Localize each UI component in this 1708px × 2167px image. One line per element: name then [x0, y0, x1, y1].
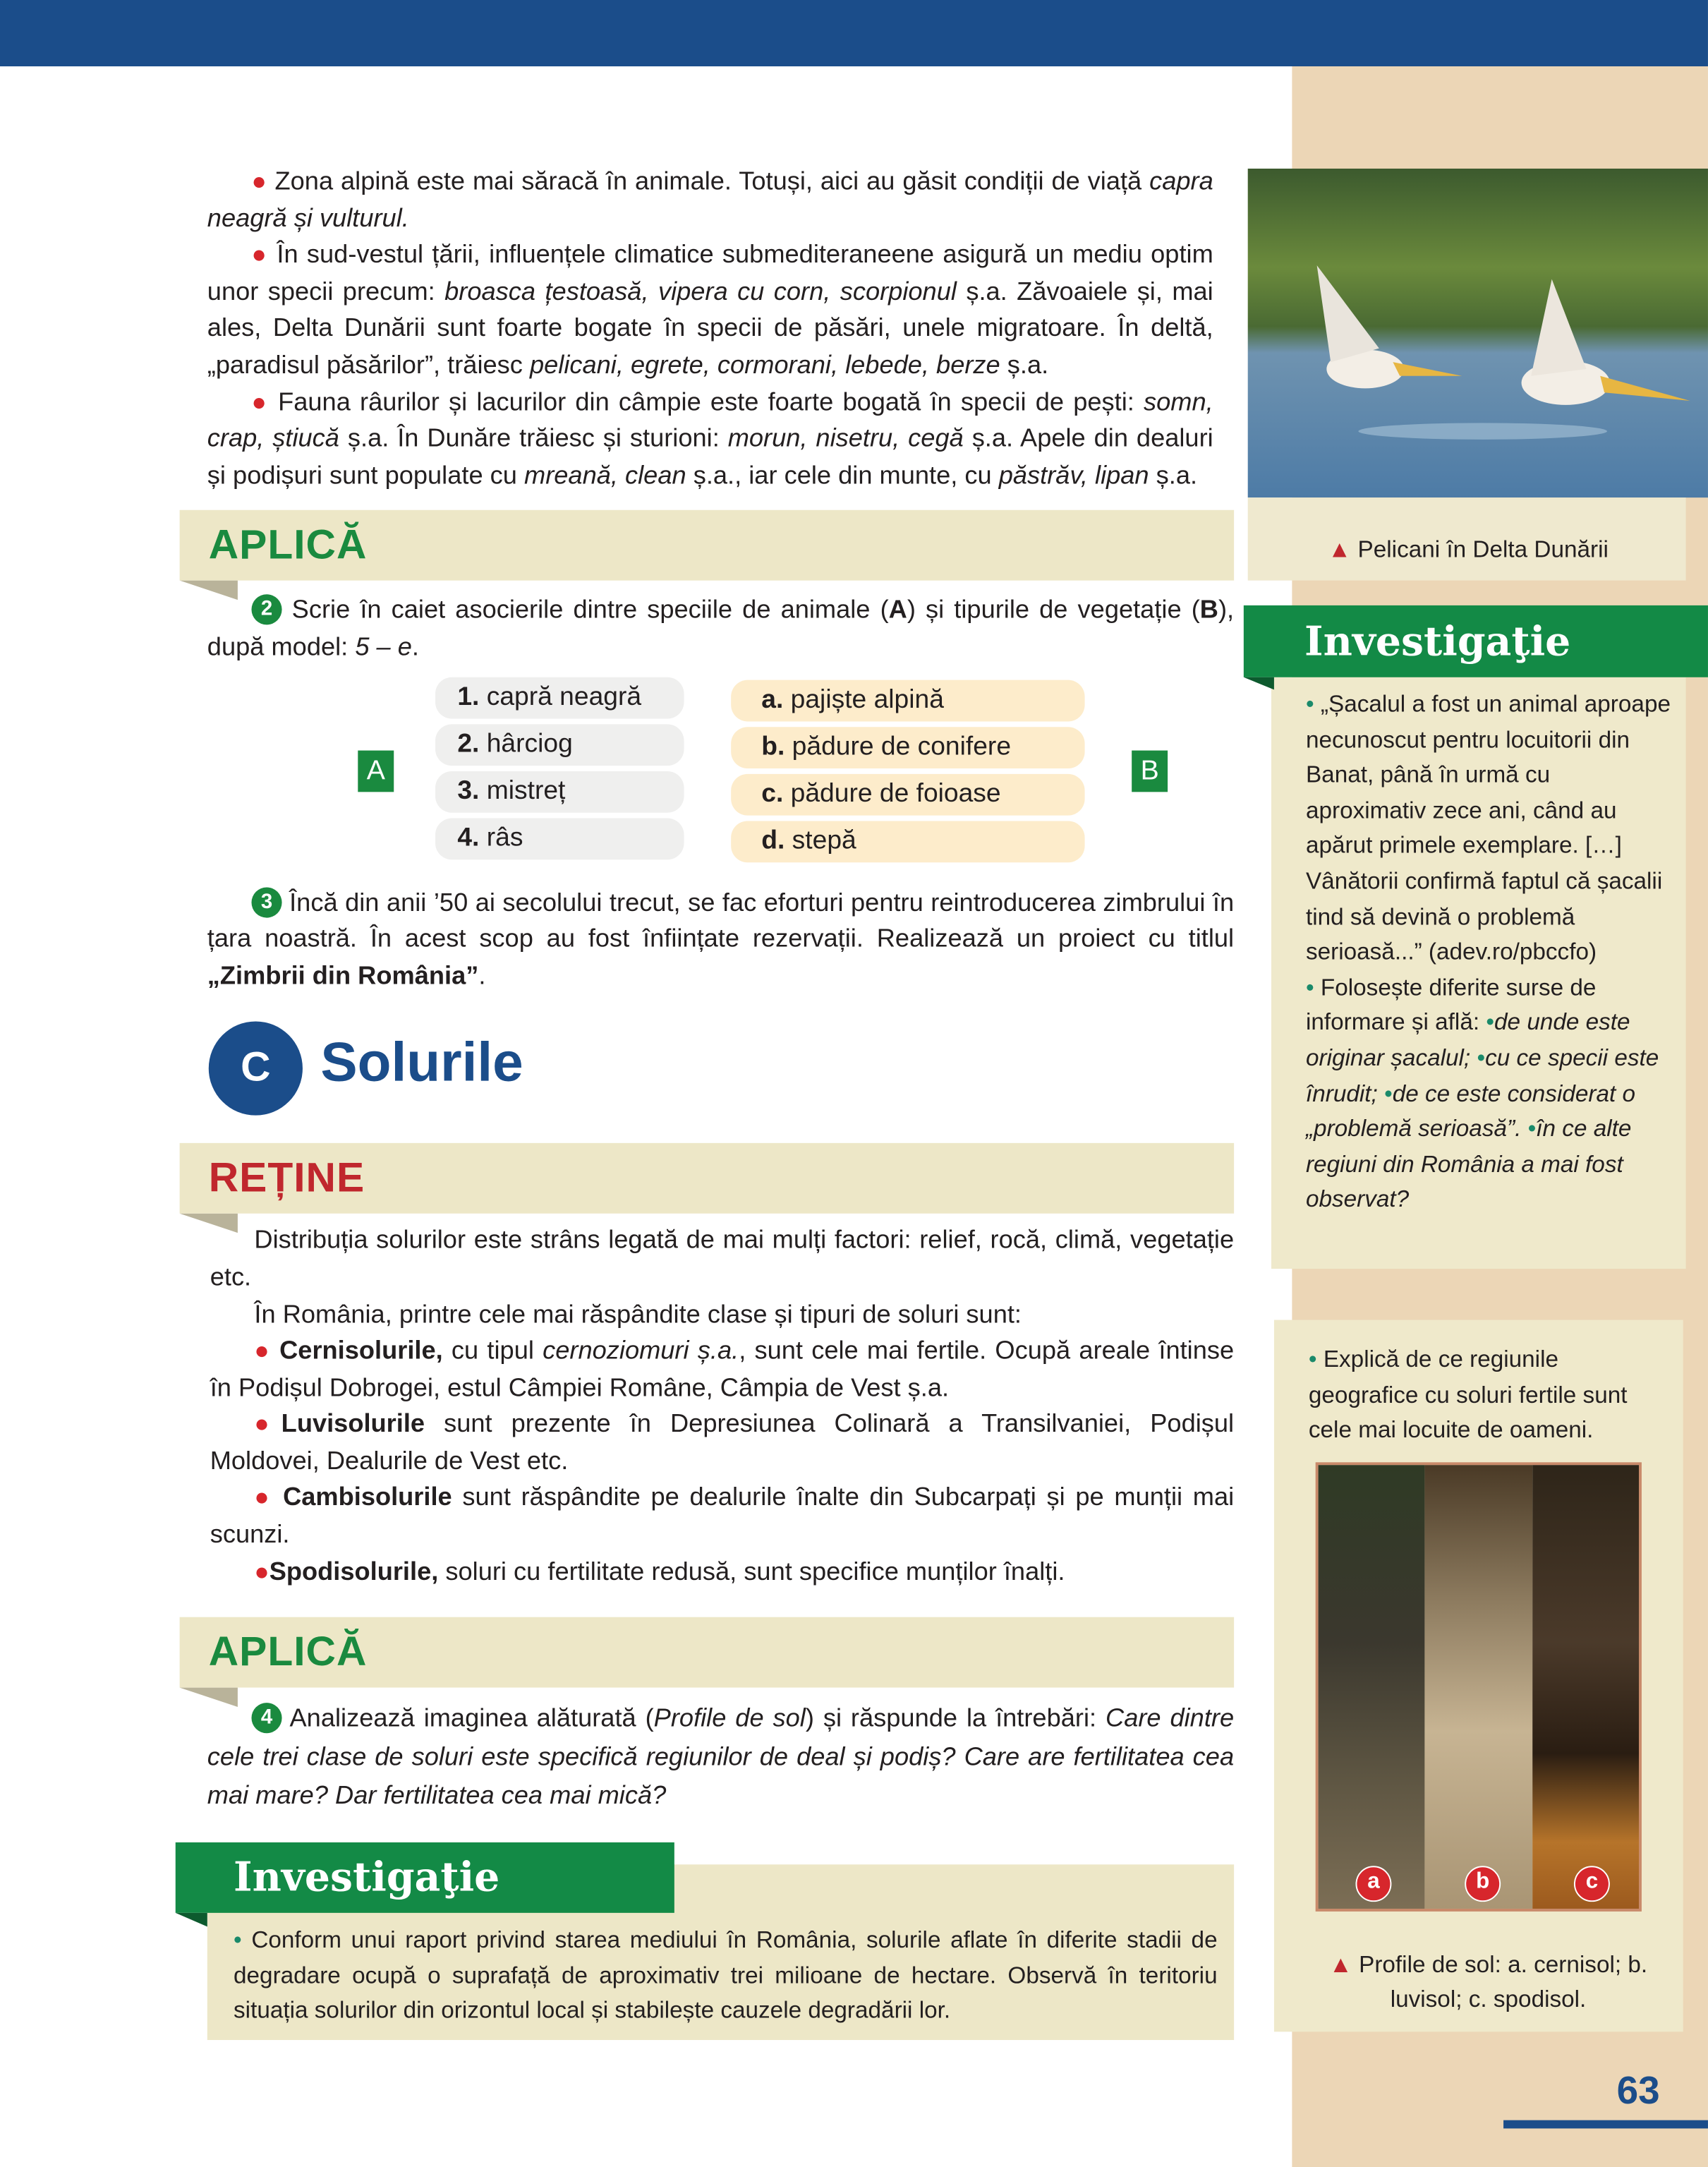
sidebar-investigatie-text [1306, 687, 1672, 1217]
soil-profile-a [1319, 1465, 1425, 1909]
text: pădure de conifere [792, 732, 1012, 761]
text: Analizează imaginea alăturată ( [289, 1703, 654, 1732]
soil-caption [1309, 1947, 1668, 2017]
text: de unde este originar șacalul; [1305, 1009, 1630, 1071]
text: • [1305, 691, 1314, 718]
photo-caption [1328, 536, 1609, 564]
text: ș.a. [1000, 349, 1049, 379]
text: pelicani, egrete, cormorani, lebede, berze [529, 349, 1000, 379]
text: . [478, 960, 486, 989]
text [207, 163, 1213, 236]
text: Profile de sol [653, 1703, 806, 1732]
sidebar-column [1244, 605, 1708, 2032]
text [210, 1332, 1234, 1406]
text: • [234, 1926, 242, 1954]
exercise-4 [207, 1699, 1234, 1816]
text: sunt prezente în Depresiunea Colinară a Transilvaniei, Podișul Moldovei, Dealurile de Vest etc. [210, 1408, 1235, 1475]
text: capra neagră și vulturul. [207, 166, 1213, 232]
soil-profile-c [1532, 1465, 1639, 1909]
soil-profiles-figure [1316, 1462, 1642, 1912]
text: cu tipul [442, 1335, 543, 1365]
text: ), după model: [207, 594, 1235, 661]
aplica-title: APLICĂ [208, 1629, 368, 1676]
photo-caption-box [1248, 497, 1686, 581]
text: râs [486, 823, 523, 852]
text: , sunt cele mai fertile. Ocupă areale întinse în Podișul Dobrogei, estul Câmpiei Române, Câmpia de Vest ș.a. [210, 1335, 1235, 1401]
text: • [1308, 1346, 1317, 1372]
text: ș.a. [1149, 459, 1198, 489]
label-a: A [358, 750, 394, 792]
text: • [1477, 1044, 1486, 1071]
text: 2. [457, 729, 480, 759]
investigatie-header [176, 1842, 674, 1913]
retine-title: REȚINE [208, 1156, 365, 1202]
text: ș.a. Zăvoaiele și, mai ales, Delta Dunării sunt foarte bogate în specii de păsări, unele migratoare. În deltă, „paradisul păsărilor”, trăiesc [207, 276, 1213, 379]
text: capră neagră [486, 682, 642, 711]
soil-box [1274, 1320, 1683, 2032]
text: Scrie în caiet asocierile dintre speciile de animale ( [291, 594, 889, 624]
investigatie-title: Investigaţie [234, 1854, 500, 1901]
text: în ce alte regiuni din România a mai fost observat? [1305, 1115, 1632, 1213]
text: 5 – e [355, 632, 412, 661]
section-title: Solurile [320, 1032, 523, 1094]
aplica-band [180, 1617, 1234, 1688]
exercise-2 [207, 592, 1234, 665]
text: Cernisolurile, [279, 1335, 443, 1365]
text: morun, nisetru, cegă [727, 423, 964, 452]
vegetation-item [731, 821, 1084, 862]
text: stepă [792, 826, 856, 855]
investigatie-section [180, 1842, 1234, 2039]
animal-item [435, 771, 684, 812]
text [207, 884, 1234, 994]
text: • [1527, 1115, 1537, 1142]
bullet-icon: ● [254, 1336, 271, 1365]
sidebar-investigatie-box [1271, 677, 1686, 1269]
text: ș.a. Apele din dealuri și podișuri sunt populate cu [207, 423, 1213, 489]
exercise-number: 4 [251, 1703, 281, 1734]
text: ) și răspunde la întrebări: [805, 1703, 1106, 1732]
text [1600, 376, 1690, 401]
soil-label-c: c [1574, 1866, 1610, 1902]
text: hârciog [486, 729, 573, 759]
triangle-icon: ▲ [1328, 1951, 1352, 1978]
animal-item [435, 677, 684, 718]
text: Conform unui raport privind starea mediului în România, solurile aflate în diferite stadii de degradare ocupă o suprafață de aproximativ trei milioane de hectare. Observă în teritoriu situația solurilor din orizontul local și stabilește cauzele degradării lor. [234, 1926, 1218, 2024]
text: . [411, 632, 420, 661]
text: B [1199, 594, 1218, 624]
text: 3. [457, 775, 480, 806]
header-bar [0, 0, 1708, 66]
text: ș.a., iar cele din munte, cu [686, 459, 999, 489]
bullet-icon: ● [251, 167, 267, 195]
vegetation-item [731, 773, 1084, 815]
vegetation-item [731, 726, 1084, 768]
pelicans-illustration [1248, 169, 1708, 497]
section-heading [180, 1010, 1234, 1143]
text: În sud-vestul țării, influențele climatice submediteraneene asigură un mediu optim unor specii precum: [207, 239, 1213, 306]
exercise-3 [207, 884, 1234, 994]
animal-item [435, 818, 684, 859]
text: a. [761, 684, 784, 714]
text: somn, crap, știucă [207, 386, 1213, 452]
text: cu ce specii este înrudit; [1305, 1044, 1659, 1107]
text: soluri cu fertilitate redusă, sunt specifice munților înalți. [438, 1555, 1065, 1585]
matching-exercise [180, 677, 1234, 873]
text: Pelicani în Delta Dunării [1357, 536, 1609, 563]
text: c. [761, 778, 784, 808]
text: ) și tipurile de vegetație ( [907, 594, 1200, 624]
text: b. [761, 732, 785, 761]
intro-text [207, 163, 1213, 494]
band-fold [176, 1913, 207, 1927]
text: „Șacalul a fost un animal aproape necunoscut pentru locuitorii din Banat, până în urmă cu aproximativ zece ani, când au apărut primele exemplare. […] Vânătorii confirmă faptul că șacalii tind să devină o problemă serioasă...” (adev.ro/pbccfo) [1305, 691, 1671, 965]
soil-profile-b [1425, 1465, 1532, 1909]
text: Cambisolurile [283, 1482, 452, 1511]
pelican-photo [1248, 169, 1708, 497]
soil-label-a: a [1355, 1866, 1391, 1902]
text [207, 384, 1213, 494]
vegetation-item [731, 680, 1084, 721]
animal-item [435, 723, 684, 765]
text: de ce este considerat o „problemă serioasă”. [1305, 1080, 1636, 1142]
page-number: 63 [1616, 2069, 1660, 2112]
investigatie-text [234, 1923, 1218, 2029]
soil-profiles-photo [1316, 1462, 1642, 1912]
retine-text [210, 1222, 1234, 1590]
text: mreană, clean [524, 459, 686, 489]
text: 1. [457, 682, 480, 711]
retine-band [180, 1143, 1234, 1214]
main-column [180, 163, 1234, 2039]
text [1393, 362, 1462, 376]
text: sunt răspândite pe dealurile înalte din Subcarpați și pe munții mai scunzi. [210, 1482, 1235, 1548]
text: Care dintre cele trei clase de soluri este specifică regiunilor de deal și podiș? Care are fertilitatea cea mai mare? Dar fertilitatea cea mai mică? [207, 1703, 1235, 1810]
bullet-icon: ● [254, 1557, 269, 1585]
text: • [1305, 974, 1314, 1001]
label-b: B [1132, 750, 1168, 792]
triangle-icon: ▲ [1328, 536, 1352, 563]
text: • [1486, 1009, 1495, 1036]
text [210, 1553, 1234, 1590]
exercise-number: 3 [251, 887, 281, 917]
text: 4. [457, 823, 480, 852]
text: cernoziomuri ș.a. [543, 1335, 739, 1365]
text: În România, printre cele mai răspândite clase și tipuri de soluri sunt: [254, 1298, 1022, 1328]
exercise-number: 2 [251, 595, 281, 625]
text: „Zimbrii din România” [207, 960, 479, 989]
aplica-band [180, 510, 1234, 581]
text: ș.a. În Dunăre trăiesc și sturioni: [339, 423, 728, 452]
text [207, 1699, 1234, 1816]
text: Explică de ce regiunile geografice cu soluri fertile sunt cele mai locuite de oameni. [1308, 1346, 1628, 1444]
text [1358, 423, 1607, 440]
text [210, 1480, 1234, 1553]
explain-text [1309, 1342, 1668, 1448]
bullet-icon: ● [251, 387, 269, 416]
band-fold [1244, 677, 1274, 690]
text: Încă din anii ’50 ai secolului trecut, se fac eforturi pentru reintroducerea zimbrului în țara noastră. În acest scop au fost înființate rezervații. Realizează un proiect cu titlul [207, 886, 1235, 953]
text [210, 1406, 1234, 1480]
section-letter-badge: C [209, 1022, 303, 1116]
text: d. [761, 826, 785, 855]
text [207, 592, 1234, 665]
aplica-title: APLICĂ [208, 523, 368, 569]
text: mistreț [486, 775, 566, 806]
text: A [888, 594, 907, 624]
bullet-icon: ● [254, 1410, 281, 1438]
text [1317, 265, 1379, 362]
text: • [1384, 1080, 1393, 1107]
text: Profile de sol: a. cernisol; b. luvisol; c. spodisol. [1359, 1951, 1648, 2013]
text: Zona alpină este mai săracă în animale. Totuși, aici au găsit condiții de viață [274, 166, 1150, 195]
page-number-rule [1503, 2120, 1708, 2129]
sidebar-investigatie-header [1244, 605, 1708, 677]
text: Distribuția solurilor este strâns legată de mai mulți factori: relief, rocă, climă, vegetație etc. [210, 1225, 1235, 1291]
bullet-icon: ● [254, 1483, 273, 1511]
text: Folosește diferite surse de informare și află: [1305, 974, 1597, 1036]
investigatie-title: Investigaţie [1304, 617, 1571, 665]
text: Spodisolurile, [269, 1555, 439, 1585]
soil-label-b: b [1465, 1866, 1501, 1902]
text: păstrăv, lipan [998, 459, 1149, 489]
text [207, 236, 1213, 383]
text: Luvisolurile [281, 1408, 425, 1438]
bullet-icon: ● [251, 241, 269, 269]
text: broasca țestoasă, vipera cu corn, scorpionul [444, 276, 957, 306]
text [1531, 279, 1586, 376]
text: pajiște alpină [790, 684, 944, 714]
text: pădure de foioase [790, 778, 1001, 808]
text: Fauna râurilor și lacurilor din câmpie este foarte bogată în specii de pești: [278, 386, 1144, 416]
